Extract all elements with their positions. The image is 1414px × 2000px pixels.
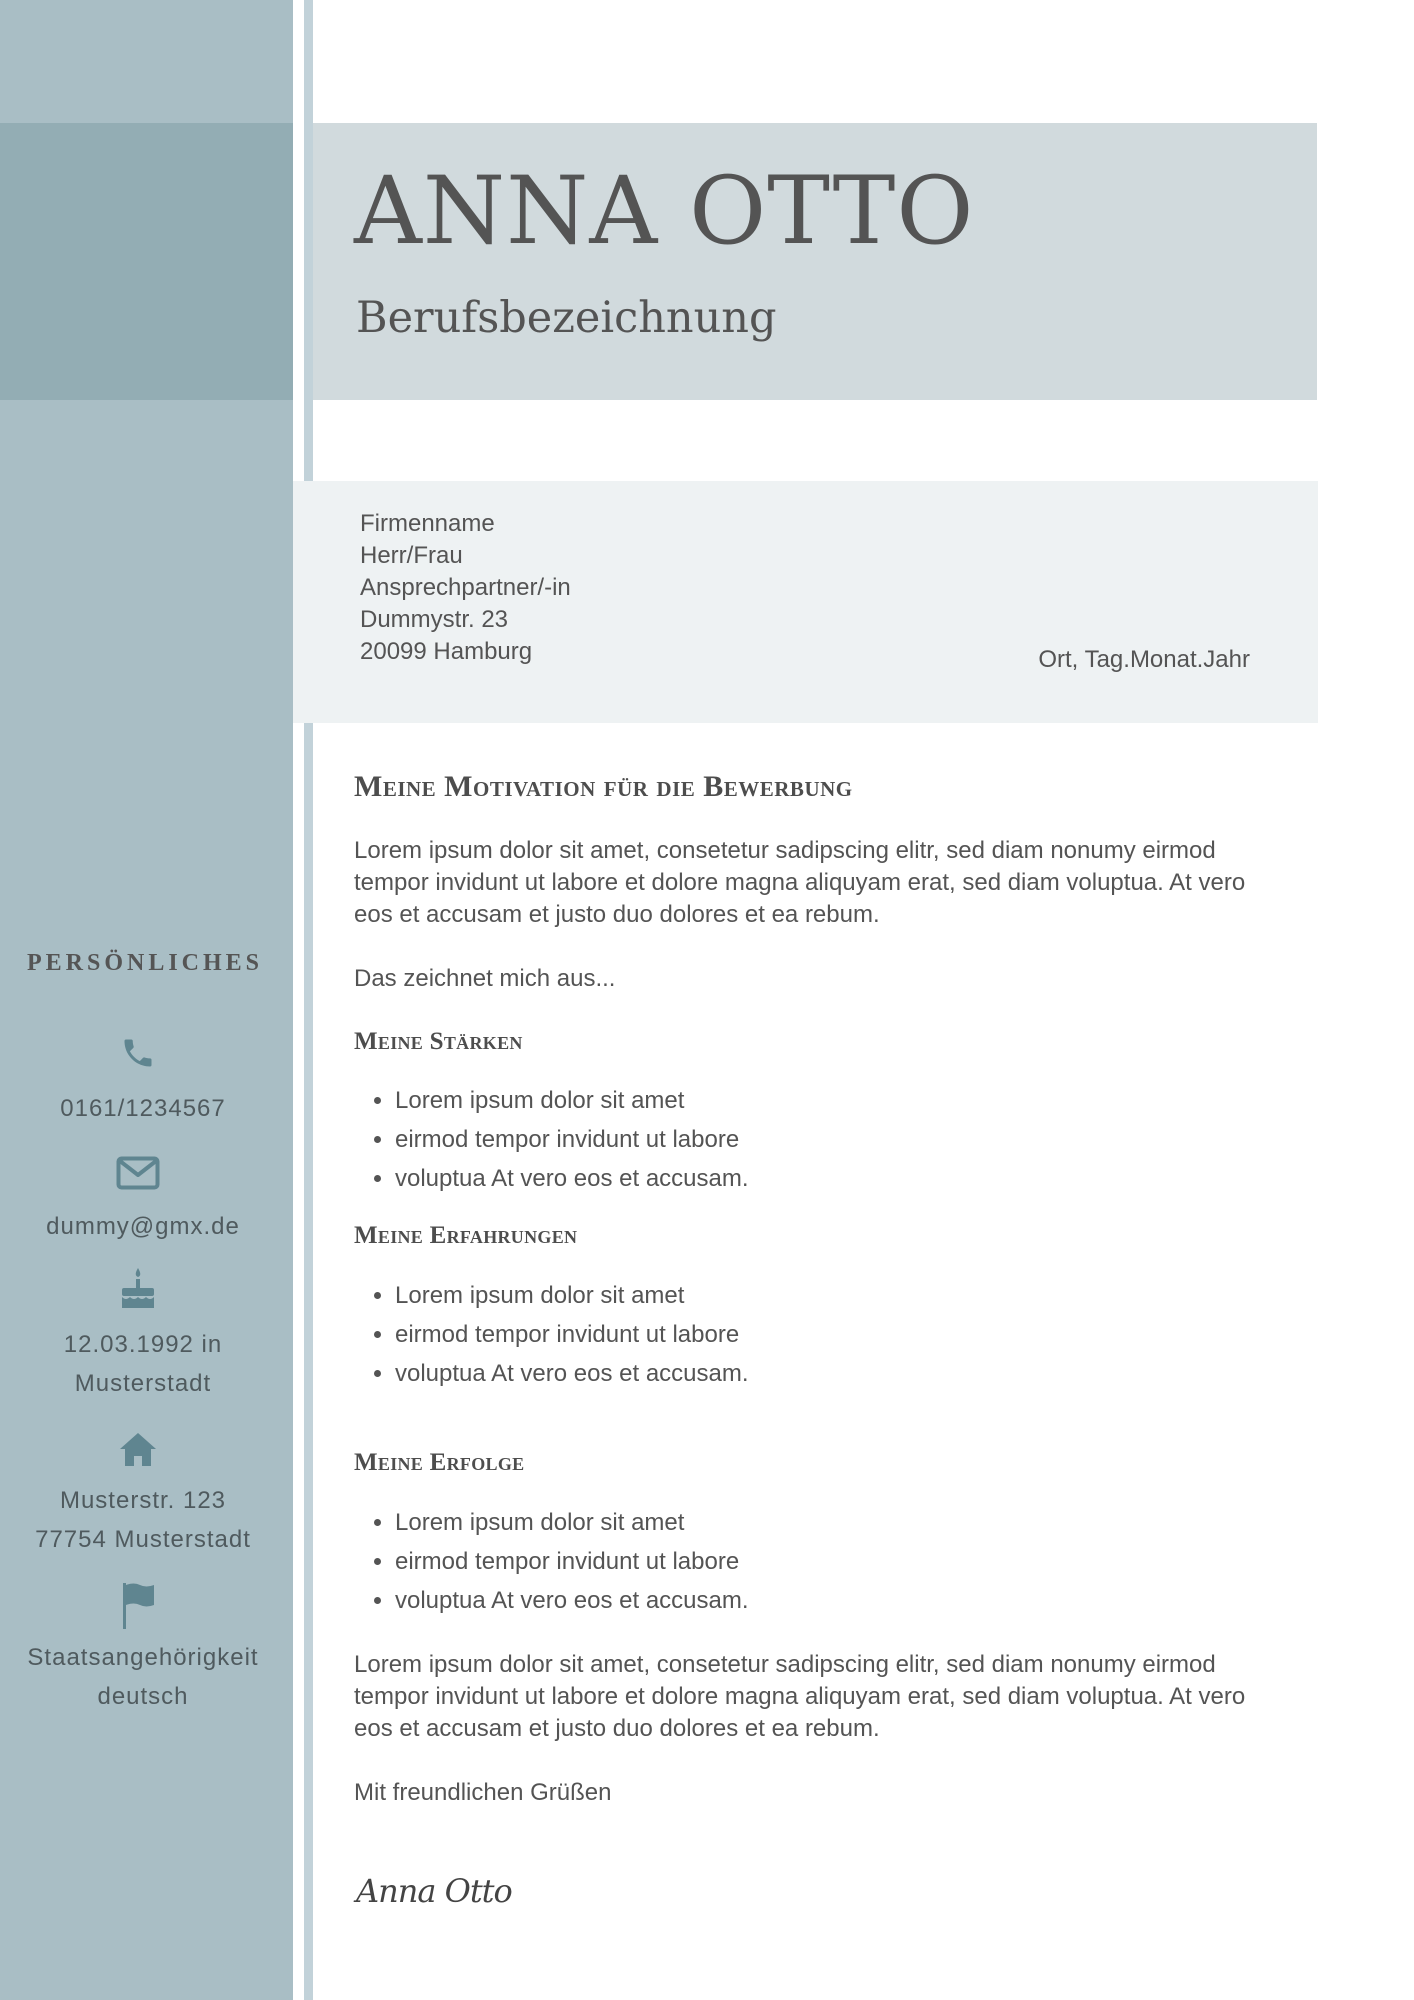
birth-place: Musterstadt: [74, 1370, 212, 1397]
birth-info: [0, 1325, 286, 1403]
achievements-heading: Meine Erfolge: [354, 1449, 525, 1476]
birthday-cake-icon: [105, 1266, 170, 1312]
sign-off: Mit freundlichen Grüßen: [354, 1779, 612, 1806]
personal-heading: PERSÖNLICHES: [26, 950, 264, 976]
applicant-name: ANNA OTTO: [354, 157, 975, 266]
recipient-street: Dummystr. 23: [360, 606, 509, 633]
nationality-label: Staatsangehörigkeit: [27, 1644, 259, 1671]
phone-icon: [105, 1030, 170, 1076]
list-item: • voluptua At vero eos et accusam.: [395, 1159, 749, 1198]
list-item: • Lorem ipsum dolor sit amet: [395, 1081, 749, 1120]
recipient-contact: Ansprechpartner/-in: [360, 574, 571, 601]
address-city: 77754 Musterstadt: [35, 1526, 251, 1553]
email-address: [0, 1207, 286, 1246]
phone-value: 0161/1234567: [60, 1095, 226, 1122]
list-item: • Lorem ipsum dolor sit amet: [395, 1503, 749, 1542]
email-value: dummy@gmx.de: [46, 1213, 240, 1240]
list-item: • voluptua At vero eos et accusam.: [395, 1581, 749, 1620]
list-item: • voluptua At vero eos et accusam.: [395, 1354, 749, 1393]
place-date: Ort, Tag.Monat.Jahr: [1038, 646, 1250, 673]
strengths-list: [354, 1081, 749, 1198]
phone-number: [0, 1089, 286, 1128]
recipient-salutation: Herr/Frau: [360, 542, 463, 569]
motivation-heading: Meine Motivation für die Bewerbung: [354, 770, 853, 803]
signature: Anna Otto: [356, 1872, 512, 1910]
nationality-info: [0, 1638, 286, 1716]
list-item: • eirmod tempor invidunt ut labore: [395, 1315, 749, 1354]
list-item: • Lorem ipsum dolor sit amet: [395, 1276, 749, 1315]
house-icon: [105, 1426, 170, 1472]
recipient-company: Firmenname: [360, 510, 495, 537]
address-street: Musterstr. 123: [59, 1487, 227, 1514]
decorative-stripe: [304, 0, 313, 2000]
birth-date: 12.03.1992 in: [63, 1331, 223, 1358]
home-address: [0, 1481, 286, 1559]
list-item: • eirmod tempor invidunt ut labore: [395, 1120, 749, 1159]
experience-list: [354, 1276, 749, 1393]
achievements-list: [354, 1503, 749, 1620]
experience-heading: Meine Erfahrungen: [354, 1222, 578, 1249]
job-title: Berufsbezeichnung: [356, 293, 777, 343]
nationality-value: deutsch: [97, 1683, 189, 1710]
envelope-icon: [105, 1150, 170, 1196]
recipient-city: 20099 Hamburg: [360, 638, 533, 665]
intro-paragraph: Lorem ipsum dolor sit amet, consetetur sadipscing elitr, sed diam nonumy eirmod tempor invidunt ut labore et dolore magna aliquyam erat, sed diam voluptua. At vero eos et accusam et justo duo dolores et ea rebum.: [354, 837, 1246, 928]
flag-icon: [105, 1580, 170, 1632]
lead-in-text: Das zeichnet mich aus...: [354, 965, 616, 992]
closing-paragraph: Lorem ipsum dolor sit amet, consetetur sadipscing elitr, sed diam nonumy eirmod tempor invidunt ut labore et dolore magna aliquyam erat, sed diam voluptua. At vero eos et accusam et justo duo dolores et ea rebum.: [354, 1651, 1246, 1742]
recipient-address: [360, 508, 571, 668]
strengths-heading: Meine Stärken: [354, 1028, 523, 1055]
list-item: • eirmod tempor invidunt ut labore: [395, 1542, 749, 1581]
sidebar-header-band: [0, 123, 293, 400]
